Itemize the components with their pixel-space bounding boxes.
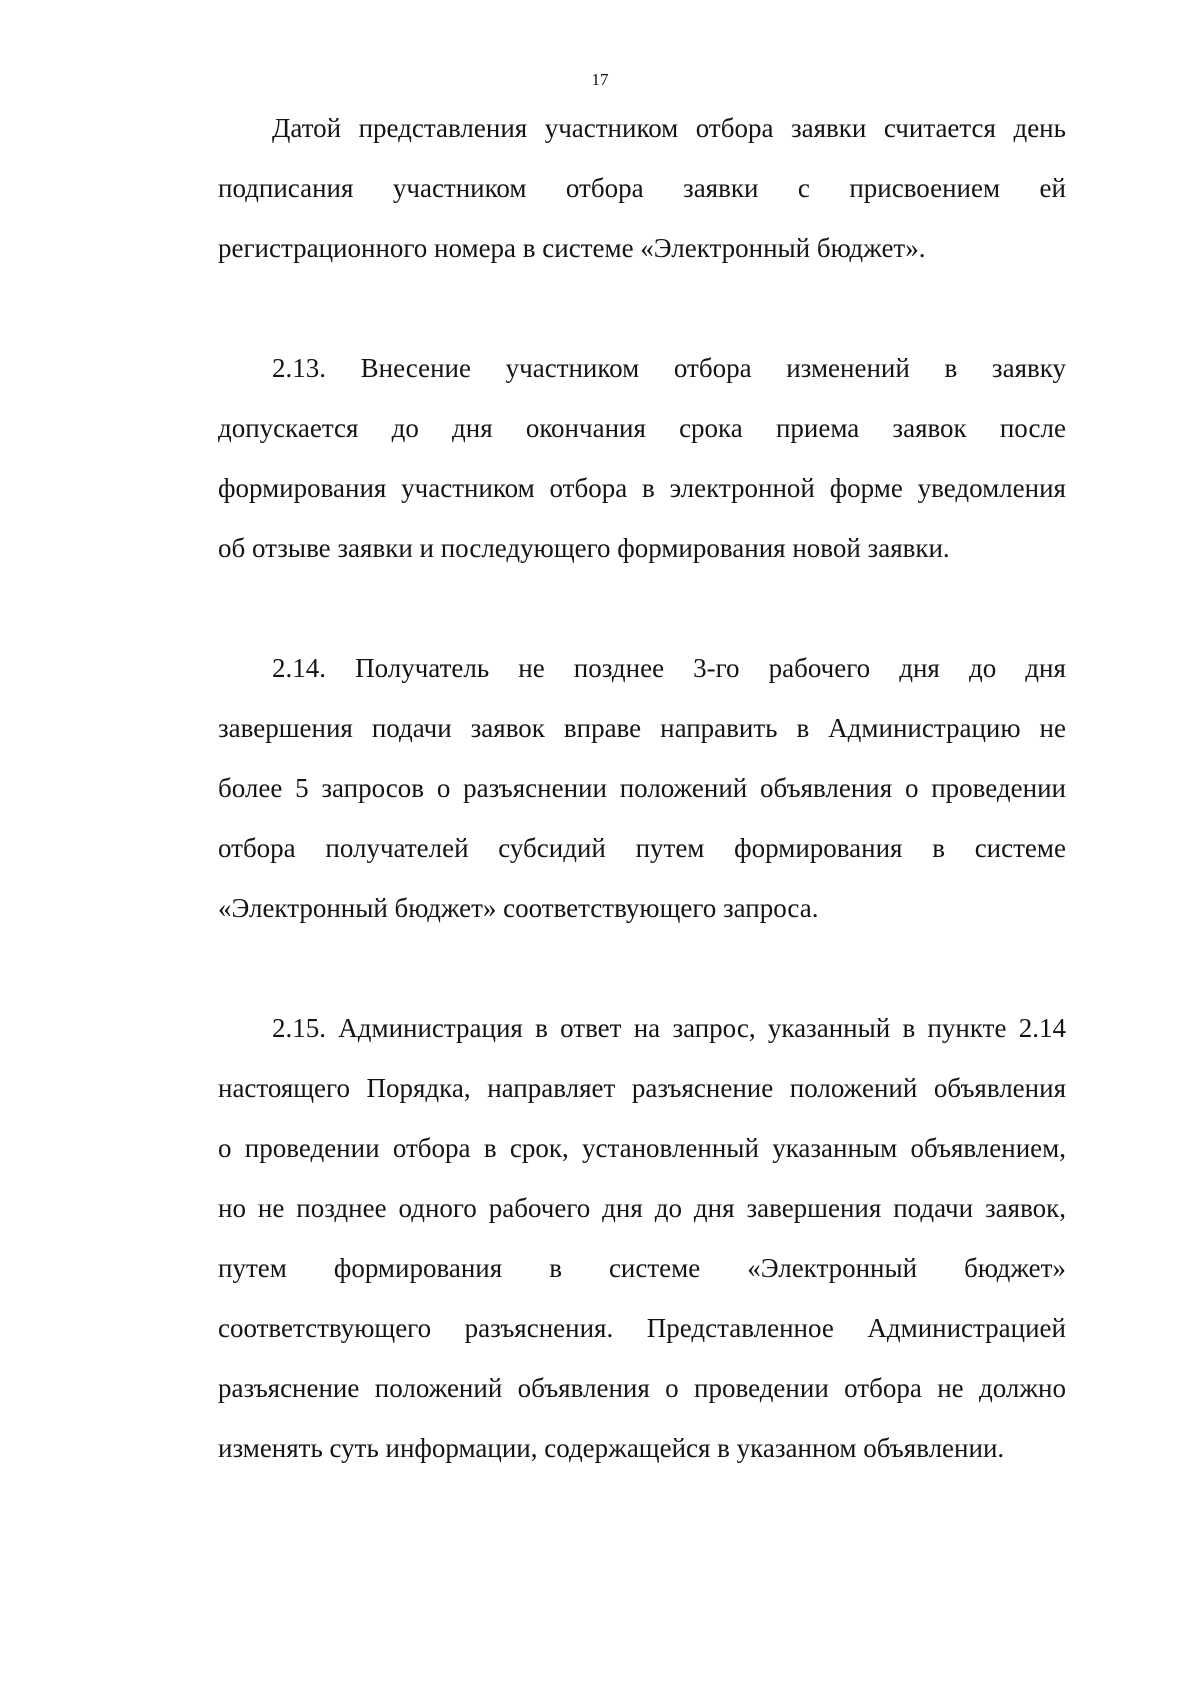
word: заявки (790, 113, 867, 143)
paragraph-line (218, 1071, 1066, 1105)
word: указанным (772, 1133, 898, 1163)
word: направляет (487, 1073, 616, 1103)
word: формирования (333, 1253, 503, 1283)
word: запросов (321, 773, 425, 803)
word: участником (505, 353, 640, 383)
word: системе (974, 833, 1066, 863)
word: заявок, (985, 1193, 1066, 1223)
word: объявления (517, 1373, 650, 1403)
paragraph-line (218, 1251, 1066, 1285)
word: отбора (565, 173, 644, 203)
word: в (932, 833, 945, 863)
word: день (1013, 113, 1066, 143)
word: 3-го (693, 653, 740, 683)
paragraph-line: изменять суть информации, содержащейся в указанном объявлении. (218, 1433, 1005, 1463)
word: разъяснения. (464, 1313, 614, 1343)
word: 2.14. (272, 653, 326, 683)
word: завершения (746, 1193, 882, 1223)
word: в (796, 713, 810, 743)
paragraph-line (218, 171, 1066, 205)
word: заявок (892, 413, 967, 443)
word: Датой (272, 113, 342, 143)
word: окончания (525, 413, 646, 443)
paragraph-line (218, 1371, 1066, 1405)
word: объявления (760, 773, 893, 803)
paragraph-line (218, 711, 1066, 745)
word: ей (1039, 173, 1066, 203)
word: приема (775, 413, 860, 443)
word: в (483, 1133, 497, 1163)
word: электронной (669, 473, 815, 503)
word: формирования (734, 833, 903, 863)
word: разъяснении (463, 773, 607, 803)
word: проведении (931, 773, 1066, 803)
paragraph-line (272, 111, 1066, 145)
word: объявления (933, 1073, 1066, 1103)
word: дня (899, 653, 940, 683)
paragraph-line: «Электронный бюджет» соответствующего запроса. (218, 893, 819, 923)
word: Внесение (360, 353, 471, 383)
word: рабочего (768, 653, 871, 683)
word: участником (392, 173, 527, 203)
word: срока (679, 413, 743, 443)
word: рабочего (488, 1193, 591, 1223)
word: заявку (991, 353, 1066, 383)
paragraph-line (218, 1191, 1066, 1225)
word: 5 (295, 773, 309, 803)
word: 2.13. (272, 353, 326, 383)
word: отбора (673, 353, 752, 383)
paragraph-line (218, 831, 1066, 865)
word: «Электронный (747, 1253, 918, 1283)
word: более (218, 773, 283, 803)
word: подачи (371, 713, 452, 743)
word: присвоением (849, 173, 1001, 203)
word: заявки (683, 173, 759, 203)
paragraph-line (218, 1131, 1066, 1165)
word: не (518, 653, 545, 683)
word: настоящего (218, 1073, 350, 1103)
word: до (391, 413, 419, 443)
word: не (937, 1373, 964, 1403)
word: о (904, 773, 919, 803)
word: дня (452, 413, 493, 443)
word: субсидий (498, 833, 606, 863)
word: объявлением, (910, 1133, 1066, 1163)
word: срок, (509, 1133, 569, 1163)
word: Порядка, (366, 1073, 471, 1103)
word: в (944, 353, 958, 383)
word: соответствующего (218, 1313, 432, 1343)
word: системе (608, 1253, 701, 1283)
word: пункте (927, 1013, 1007, 1043)
word: 2.15. (272, 1013, 326, 1043)
word: отбора (392, 1133, 471, 1163)
word: с (797, 173, 810, 203)
word: в (642, 473, 655, 503)
word: положений (789, 1073, 918, 1103)
word: Администрацией (867, 1313, 1066, 1343)
word: дня (602, 1193, 643, 1223)
word: не (1039, 713, 1066, 743)
word: указанный (767, 1013, 891, 1043)
word: формирования (218, 473, 387, 503)
word: проведении (694, 1373, 829, 1403)
paragraph-line (272, 651, 1066, 685)
word: дня (1025, 653, 1066, 683)
paragraph-line (272, 1011, 1066, 1045)
paragraph-line (218, 411, 1066, 445)
word: представления (358, 113, 528, 143)
word: должно (979, 1373, 1066, 1403)
word: отбора (695, 113, 774, 143)
word: о (218, 1133, 232, 1163)
word: путем (218, 1253, 287, 1283)
word: 2.14 (1018, 1013, 1066, 1043)
paragraph-line (272, 351, 1066, 385)
word: в (902, 1013, 916, 1043)
word: положений (619, 773, 748, 803)
word: форме (829, 473, 903, 503)
word: завершения (218, 713, 353, 743)
word: разъяснение (631, 1073, 774, 1103)
word: заявок (470, 713, 545, 743)
word: о (665, 1373, 679, 1403)
word: участником (401, 473, 535, 503)
word: установленный (582, 1133, 759, 1163)
word: позднее (573, 653, 665, 683)
word: отбора (549, 473, 628, 503)
paragraph-line: регистрационного номера в системе «Электронный бюджет». (218, 233, 926, 263)
word: ответ (560, 1013, 622, 1043)
paragraph-line (218, 771, 1066, 805)
word: дня (693, 1193, 735, 1223)
word: получателей (325, 833, 469, 863)
word: на (633, 1013, 661, 1043)
word: направить (660, 713, 778, 743)
word: до (968, 653, 997, 683)
word: изменений (786, 353, 910, 383)
word: положений (374, 1373, 503, 1403)
page-number: 17 (591, 70, 609, 89)
word: о (436, 773, 451, 803)
word: в (549, 1253, 562, 1283)
word: проведении (244, 1133, 380, 1163)
paragraph-line (218, 1311, 1066, 1345)
word: подачи (893, 1193, 974, 1223)
word: Администрацию (828, 713, 1021, 743)
word: бюджет» (964, 1253, 1066, 1283)
word: запрос, (672, 1013, 756, 1043)
word: путем (635, 833, 705, 863)
word: Администрация (338, 1013, 523, 1043)
word: до (654, 1193, 682, 1223)
word: позднее (296, 1193, 387, 1223)
word: участником (544, 113, 679, 143)
word: отбора (844, 1373, 922, 1403)
word: разъяснение (218, 1373, 360, 1403)
word: Представленное (646, 1313, 834, 1343)
word: вправе (563, 713, 642, 743)
word: уведомления (917, 473, 1066, 503)
word: отбора (218, 833, 296, 863)
word: в (535, 1013, 548, 1043)
word: допускается (218, 413, 359, 443)
word: считается (883, 113, 996, 143)
word: не (257, 1193, 285, 1223)
paragraph-line (218, 471, 1066, 505)
word: но (218, 1193, 246, 1223)
word: одного (398, 1193, 477, 1223)
word: Получатель (355, 653, 490, 683)
paragraph-line: об отзыве заявки и последующего формирования новой заявки. (218, 533, 950, 563)
word: после (999, 413, 1066, 443)
word: подписания (218, 173, 354, 203)
